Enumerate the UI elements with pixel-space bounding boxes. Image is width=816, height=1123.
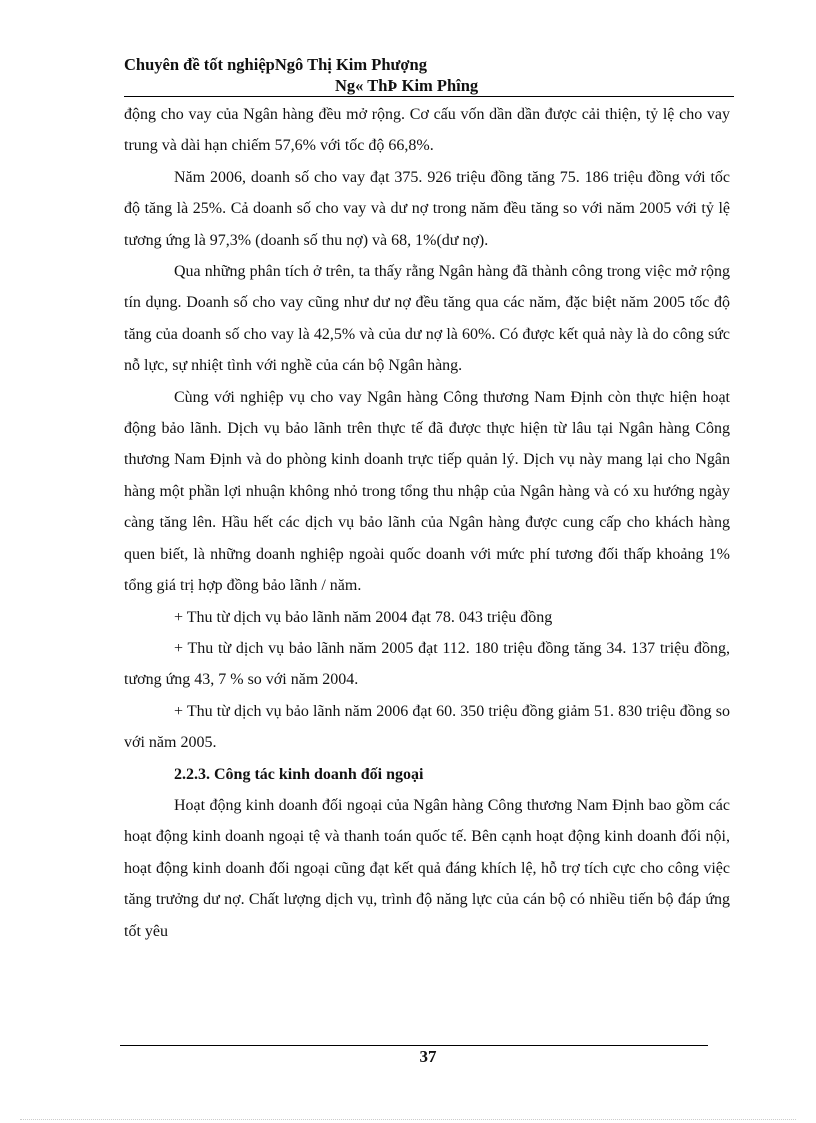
document-body (124, 99, 730, 947)
list-item: + Thu từ dịch vụ bảo lãnh năm 2005 đạt 112. 180 triệu đồng tăng 34. 137 triệu đồng, tương ứng 43, 7 % so với năm 2004. (124, 639, 730, 689)
paragraph: động cho vay của Ngân hàng đều mở rộng. Cơ cấu vốn dần dần được cải thiện, tỷ lệ cho vay trung và dài hạn chiếm 57,6% với tốc độ 66,8%. (124, 106, 730, 155)
paragraph: Qua những phân tích ở trên, ta thấy rằng Ngân hàng đã thành công trong việc mở rộng tín dụng. Doanh số cho vay cũng như dư nợ đều tăng qua các năm, đặc biệt năm 2005 tốc độ tăng của doanh số cho vay là 42,5% và của dư nợ là 60%. Có được kết quả này là do công sức nỗ lực, sự nhiệt tình với nghề của cán bộ Ngân hàng. (124, 263, 730, 375)
page-header (124, 54, 734, 96)
page-number: 37 (419, 1047, 437, 1066)
header-title: Chuyên đề tốt nghiệpNgô Thị Kim Phượng (124, 55, 427, 74)
footer-divider (120, 1045, 708, 1046)
paragraph: Hoạt động kinh doanh đối ngoại của Ngân hàng Công thương Nam Định bao gồm các hoạt động kinh doanh ngoại tệ và thanh toán quốc tế. Bên cạnh hoạt động kinh doanh đối nội, hoạt động kinh doanh đối ngoại cũng đạt kết quả đáng khích lệ, hỗ trợ tích cực cho công việc tăng trưởng dư nợ. Chất lượng dịch vụ, trình độ năng lực của cán bộ có nhiều tiến bộ đáp ứng tốt yêu (124, 796, 730, 940)
list-item: + Thu từ dịch vụ bảo lãnh năm 2006 đạt 60. 350 triệu đồng giảm 51. 830 triệu đồng so với năm 2005. (124, 702, 730, 752)
list-item: + Thu từ dịch vụ bảo lãnh năm 2004 đạt 78. 043 triệu đồng (174, 608, 553, 626)
paragraph: Năm 2006, doanh số cho vay đạt 375. 926 triệu đồng tăng 75. 186 triệu đồng với tốc độ tăng là 25%. Cả doanh số cho vay và dư nợ trong năm đều tăng so với năm 2005 với tỷ lệ tương ứng là 97,3% (doanh số thu nợ) và 68, 1%(dư nợ). (124, 168, 730, 249)
header-author: Ng« ThÞ Kim Phîng (335, 76, 479, 95)
section-heading: 2.2.3. Công tác kinh doanh đối ngoại (174, 765, 424, 783)
page-edge-dots (20, 1119, 796, 1120)
header-divider (124, 96, 734, 97)
paragraph: Cùng với nghiệp vụ cho vay Ngân hàng Công thương Nam Định còn thực hiện hoạt động bảo lãnh. Dịch vụ bảo lãnh trên thực tế đã được thực hiện từ lâu tại Ngân hàng Công thương Nam Định và do phòng kinh doanh trực tiếp quản lý. Dịch vụ này mang lại cho Ngân hàng một phần lợi nhuận không nhỏ trong tổng thu nhập của Ngân hàng và có xu hướng ngày càng tăng lên. Hầu hết các dịch vụ bảo lãnh của Ngân hàng được cung cấp cho khách hàng quen biết, là những doanh nghiệp ngoài quốc doanh với mức phí tương đối thấp khoảng 1% tổng giá trị hợp đồng bảo lãnh / năm. (124, 388, 730, 595)
